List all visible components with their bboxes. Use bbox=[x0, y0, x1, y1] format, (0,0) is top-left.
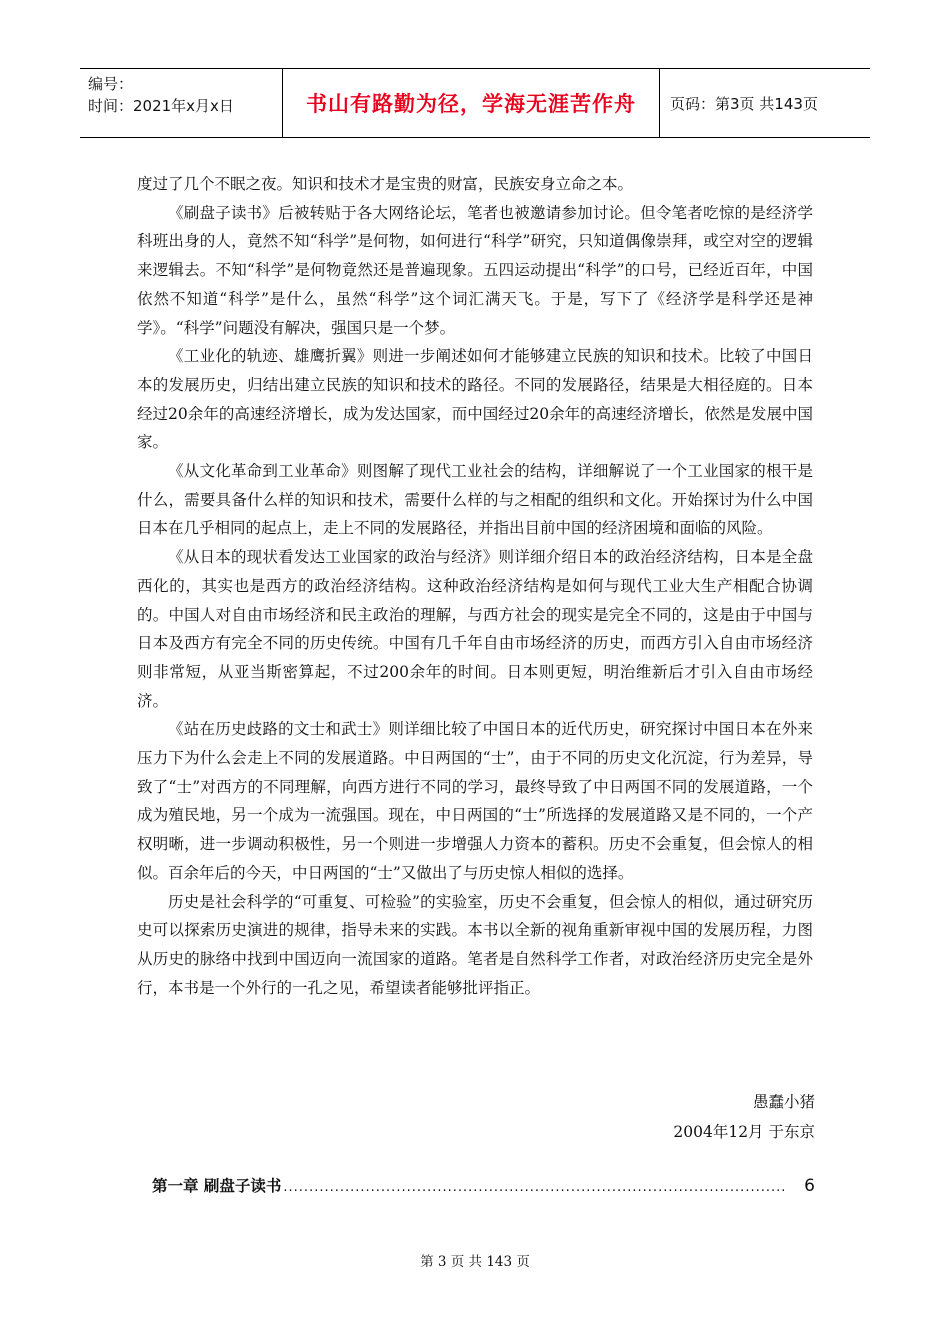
page-footer: 第 3 页 共 143 页 bbox=[420, 1254, 530, 1270]
time-label: 时间：2021年x月x日 bbox=[88, 97, 234, 115]
toc-leader-dots: .................................................................................................. bbox=[283, 1180, 787, 1195]
header-page-label: 页码：第3页 共143页 bbox=[670, 94, 818, 113]
page-header bbox=[80, 68, 870, 138]
paragraph: 《刷盘子读书》后被转贴于各大网络论坛，笔者也被邀请参加讨论。但令笔者吃惊的是经济学科班出身的人，竟然不知“科学”是何物，如何进行“科学”研究，只知道偶像崇拜，或空对空的逻辑来逻辑去。不知“科学”是何物竟然还是普遍现象。五四运动提出“科学”的口号，已经近百年，中国依然不知道“科学”是什么，虽然“科学”这个词汇满天飞。于是，写下了《经济学是科学还是神学》。“科学”问题没有解决，强国只是一个梦。 bbox=[137, 203, 813, 337]
paragraph: 度过了几个不眠之夜。知识和技术才是宝贵的财富，民族安身立命之本。 bbox=[137, 175, 634, 193]
header-motto: 书山有路勤为径，学海无涯苦作舟 bbox=[283, 69, 660, 137]
header-meta-cell bbox=[80, 69, 283, 137]
toc-entry-label: 第一章 刷盘子读书 bbox=[152, 1177, 282, 1195]
signature-author: 愚蠢小猪 bbox=[752, 1093, 815, 1111]
paragraph: 《站在历史歧路的文士和武士》则详细比较了中国日本的近代历史，研究探讨中国日本在外来压力下为什么会走上不同的发展道路。中日两国的“士”，由于不同的历史文化沉淀，行为差异，导致了“士”对西方的不同理解，向西方进行不同的学习，最终导致了中日两国不同的发展道路，一个成为殖民地，另一个成为一流强国。现在，中日两国的“士”所选择的发展道路又是不同的，一个产权明晰，进一步调动积极性，另一个则进一步增强人力资本的蓄积。历史不会重复，但会惊人的相似。百余年后的今天，中日两国的“士”又做出了与历史惊人相似的选择。 bbox=[137, 720, 813, 882]
paragraph: 《工业化的轨迹、雄鹰折翼》则进一步阐述如何才能够建立民族的知识和技术。比较了中国日本的发展历史，归结出建立民族的知识和技术的路径。不同的发展路径，结果是大相径庭的。日本经过20余年的高速经济增长，成为发达国家，而中国经过20余年的高速经济增长，依然是发展中国家。 bbox=[137, 347, 813, 452]
paragraph: 《从日本的现状看发达工业国家的政治与经济》则详细介绍日本的政治经济结构，日本是全盘西化的，其实也是西方的政治经济结构。这种政治经济结构是如何与现代工业大生产相配合协调的。中国人对自由市场经济和民主政治的理解，与西方社会的现实是完全不同的，这是由于中国与日本及西方有完全不同的历史传统。中国有几千年自由市场经济的历史，而西方引入自由市场经济则非常短，从亚当斯密算起，不过200余年的时间。日本则更短，明治维新后才引入自由市场经济。 bbox=[137, 548, 813, 710]
paragraph: 《从文化革命到工业革命》则图解了现代工业社会的结构，详细解说了一个工业国家的根干是什么，需要具备什么样的知识和技术，需要什么样的与之相配的组织和文化。开始探讨为什么中国日本在几乎相同的起点上，走上不同的发展路径，并指出目前中国的经济困境和面临的风险。 bbox=[137, 462, 813, 538]
signature-date: 2004年12月 于东京 bbox=[673, 1123, 815, 1141]
doc-number-label: 编号： bbox=[88, 75, 134, 93]
body-text bbox=[137, 170, 813, 1002]
paragraph: 历史是社会科学的“可重复、可检验”的实验室，历史不会重复，但会惊人的相似，通过研究历史可以探索历史演进的规律，指导未来的实践。本书以全新的视角重新审视中国的发展历程，力图从历史的脉络中找到中国迈向一流国家的道路。笔者是自然科学工作者，对政治经济历史完全是外行，本书是一个外行的一孔之见，希望读者能够批评指正。 bbox=[137, 892, 813, 997]
toc-entry[interactable] bbox=[152, 1174, 815, 1196]
toc-entry-page: 6 bbox=[804, 1176, 815, 1196]
